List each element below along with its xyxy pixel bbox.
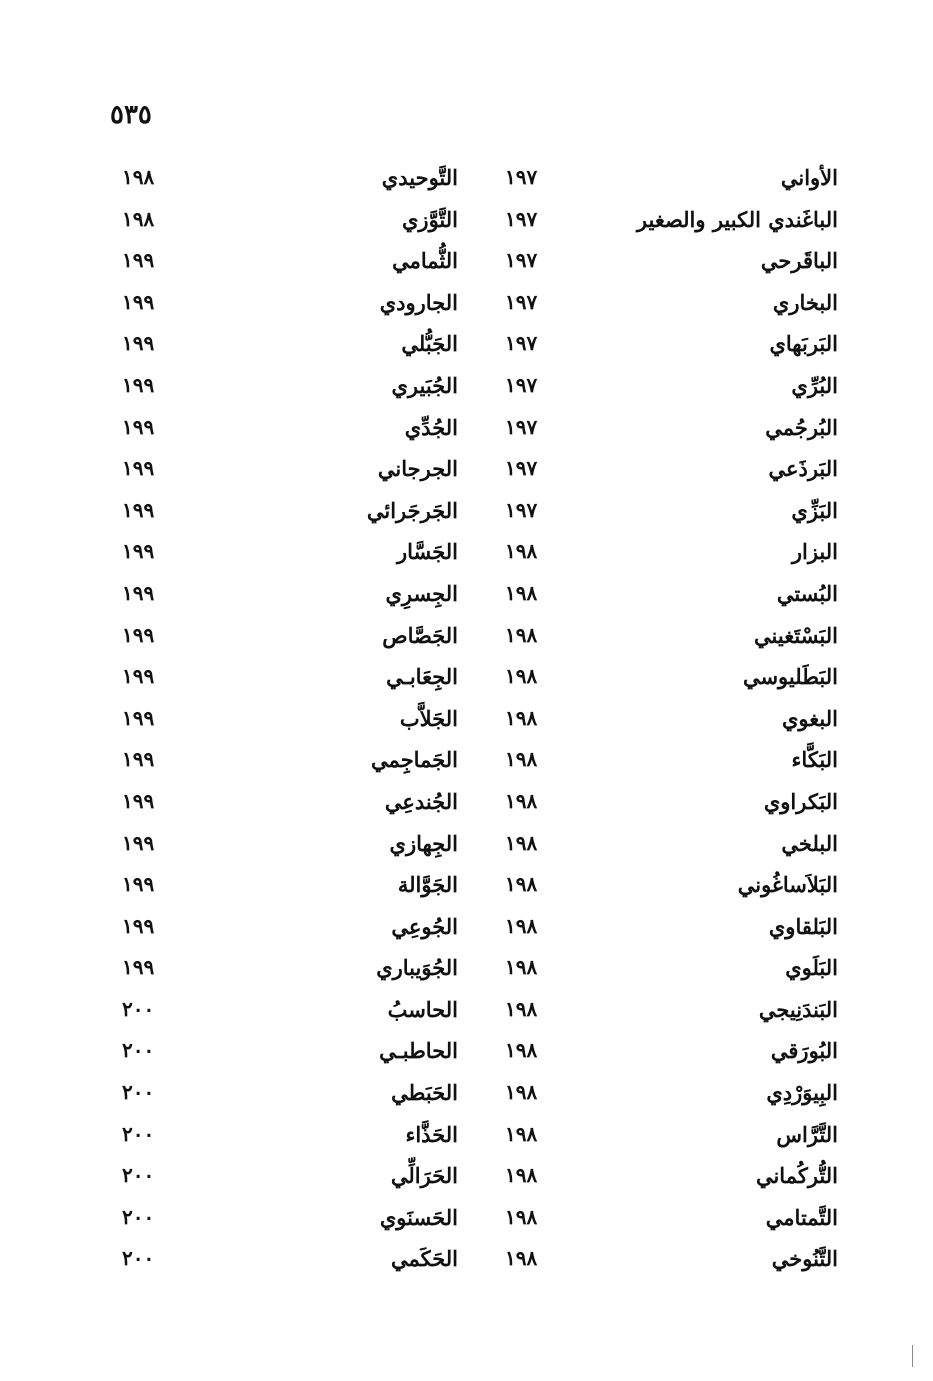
index-row xyxy=(0,1238,933,1280)
index-page-primary: ١٩٧ xyxy=(505,497,538,522)
index-name-primary: الباغَندي الكبير والصغير xyxy=(636,206,838,232)
index-page-secondary: ١٩٨ xyxy=(122,165,155,189)
index-page-secondary: ١٩٩ xyxy=(122,497,155,522)
index-row xyxy=(0,947,933,989)
index-page-secondary: ٢٠٠ xyxy=(122,996,155,1021)
index-row xyxy=(0,282,933,324)
index-row xyxy=(0,698,933,740)
index-name-secondary: الحاسبُ xyxy=(387,996,458,1022)
index-page-primary: ١٩٧ xyxy=(505,206,538,231)
index-name-secondary: الحَذَّاء xyxy=(405,1121,458,1147)
index-page-primary: ١٩٨ xyxy=(505,913,538,938)
margin-mark xyxy=(912,1345,913,1367)
index-page-secondary: ٢٠٠ xyxy=(122,1246,155,1271)
index-page-secondary: ١٩٩ xyxy=(122,705,155,730)
index-name-primary: البخاري xyxy=(772,289,838,315)
index-name-secondary: الجَرجَرائي xyxy=(366,497,458,523)
index-name-primary: التَّرَّاس xyxy=(776,1121,838,1147)
index-row xyxy=(0,323,933,365)
index-page-primary: ١٩٧ xyxy=(505,372,538,397)
index-name-primary: البُرِّي xyxy=(791,372,838,398)
index-name-primary: البلخي xyxy=(781,830,838,856)
index-name-secondary: الجارودي xyxy=(379,289,458,315)
index-row xyxy=(0,157,933,199)
index-row xyxy=(0,240,933,282)
index-page-secondary: ١٩٩ xyxy=(122,872,155,897)
index-page-primary: ١٩٨ xyxy=(505,1204,538,1229)
index-row xyxy=(0,864,933,906)
index-row xyxy=(0,531,933,573)
index-name-primary: التَّنُوخي xyxy=(771,1246,838,1272)
index-name-primary: البَندَنِيجي xyxy=(758,996,838,1022)
page-number: ٥٣٥ xyxy=(110,100,152,130)
index-name-secondary: الحَسنَوي xyxy=(379,1204,458,1230)
index-page-secondary: ٢٠٠ xyxy=(122,1080,155,1105)
index-page-primary: ١٩٧ xyxy=(505,165,538,189)
index-name-primary: البَطَليوسي xyxy=(742,664,838,690)
index-page-secondary: ١٩٩ xyxy=(122,248,155,273)
index-page-primary: ١٩٨ xyxy=(505,705,538,730)
index-name-primary: البَسْتَغيني xyxy=(754,622,838,648)
index-name-secondary: الجَماجِمي xyxy=(371,747,458,773)
index-page-secondary: ١٩٩ xyxy=(122,830,155,855)
index-page-secondary: ١٩٩ xyxy=(122,664,155,689)
index-row xyxy=(0,1197,933,1239)
index-row xyxy=(0,1155,933,1197)
index-name-secondary: الحَبَطي xyxy=(391,1080,458,1106)
index-page-secondary: ١٩٩ xyxy=(122,955,155,980)
index-page-primary: ١٩٨ xyxy=(505,955,538,980)
index-name-secondary: الحاطبـي xyxy=(379,1038,458,1064)
index-name-secondary: الجرجاني xyxy=(377,456,458,482)
index-page-secondary: ١٩٨ xyxy=(122,206,155,231)
index-name-primary: البَكَّاء xyxy=(791,747,838,773)
index-list xyxy=(0,157,933,1280)
index-page-secondary: ١٩٩ xyxy=(122,539,155,564)
index-name-primary: البَزِّي xyxy=(791,497,838,523)
index-page-primary: ١٩٨ xyxy=(505,622,538,647)
index-page-secondary: ١٩٩ xyxy=(122,372,155,397)
index-page-primary: ١٩٨ xyxy=(505,996,538,1021)
index-page-secondary: ١٩٩ xyxy=(122,622,155,647)
index-name-primary: البَلقاوي xyxy=(768,913,838,939)
index-page-primary: ١٩٨ xyxy=(505,747,538,772)
index-name-primary: البُورَقي xyxy=(770,1038,838,1064)
index-row xyxy=(0,1114,933,1156)
index-name-secondary: الجِسرِي xyxy=(385,580,458,606)
index-page-primary: ١٩٧ xyxy=(505,331,538,356)
index-page-secondary: ٢٠٠ xyxy=(122,1121,155,1146)
index-name-primary: البغوي xyxy=(782,705,838,731)
index-name-secondary: التَّوَّزي xyxy=(402,206,458,232)
index-name-secondary: الجَلاَّب xyxy=(399,705,458,731)
index-page-secondary: ١٩٩ xyxy=(122,580,155,605)
index-page-primary: ١٩٧ xyxy=(505,289,538,314)
index-page-primary: ١٩٨ xyxy=(505,1080,538,1105)
index-name-primary: البِيوَرْدِي xyxy=(766,1080,838,1106)
index-row xyxy=(0,448,933,490)
index-name-primary: البزار xyxy=(791,539,838,565)
index-name-secondary: الحَرَالِّي xyxy=(390,1163,458,1189)
index-page-primary: ١٩٨ xyxy=(505,788,538,813)
index-name-primary: البَكراوي xyxy=(763,788,838,814)
index-name-secondary: الجَبُّلي xyxy=(401,331,458,357)
index-row xyxy=(0,781,933,823)
index-row xyxy=(0,906,933,948)
index-page-secondary: ٢٠٠ xyxy=(122,1163,155,1188)
index-name-primary: البُستي xyxy=(776,580,838,606)
index-page-secondary: ١٩٩ xyxy=(122,788,155,813)
index-page-primary: ١٩٨ xyxy=(505,580,538,605)
index-name-secondary: التَّوحيدي xyxy=(381,165,458,190)
index-row xyxy=(0,365,933,407)
index-page-primary: ١٩٨ xyxy=(505,664,538,689)
index-page-primary: ١٩٧ xyxy=(505,456,538,481)
index-row xyxy=(0,407,933,449)
index-name-primary: البَرذَعي xyxy=(768,456,838,482)
index-page-secondary: ١٩٩ xyxy=(122,414,155,439)
index-name-primary: التَّمتامي xyxy=(765,1204,838,1230)
index-row xyxy=(0,199,933,241)
index-page-secondary: ١٩٩ xyxy=(122,913,155,938)
index-name-secondary: الجِعَابـي xyxy=(386,664,458,690)
index-page-primary: ١٩٨ xyxy=(505,1246,538,1271)
index-name-primary: البَلاَساغُوني xyxy=(737,872,838,898)
index-row xyxy=(0,490,933,532)
index-page-primary: ١٩٧ xyxy=(505,414,538,439)
index-name-primary: البُرجُمي xyxy=(765,414,838,440)
index-row xyxy=(0,823,933,865)
index-row xyxy=(0,573,933,615)
index-name-primary: البَلَوي xyxy=(785,955,838,981)
index-row xyxy=(0,656,933,698)
index-page-primary: ١٩٨ xyxy=(505,1121,538,1146)
index-page-secondary: ٢٠٠ xyxy=(122,1204,155,1229)
index-name-secondary: الجُبَيري xyxy=(391,372,458,398)
index-name-secondary: الجُندعِي xyxy=(384,788,458,814)
index-page-primary: ١٩٧ xyxy=(505,248,538,273)
index-name-secondary: الجُوَيباري xyxy=(376,955,458,981)
index-page-primary: ١٩٨ xyxy=(505,830,538,855)
index-page-secondary: ١٩٩ xyxy=(122,289,155,314)
index-name-secondary: الثُّمامي xyxy=(392,248,458,274)
index-name-primary: البَربَهاي xyxy=(769,331,838,357)
index-row xyxy=(0,989,933,1031)
index-row xyxy=(0,1030,933,1072)
index-name-primary: الأواني xyxy=(780,165,838,190)
index-name-primary: التُّركُماني xyxy=(755,1163,838,1189)
index-page-secondary: ١٩٩ xyxy=(122,456,155,481)
index-name-secondary: الجَوَّالة xyxy=(397,872,458,898)
index-page-primary: ١٩٨ xyxy=(505,1038,538,1063)
index-row xyxy=(0,615,933,657)
index-name-secondary: الجُدِّي xyxy=(404,414,458,440)
index-page-primary: ١٩٨ xyxy=(505,872,538,897)
index-name-secondary: الجَسَّار xyxy=(396,539,458,565)
index-name-secondary: الجُوعِي xyxy=(391,913,458,939)
index-page-secondary: ١٩٩ xyxy=(122,331,155,356)
index-page-secondary: ٢٠٠ xyxy=(122,1038,155,1063)
index-name-secondary: الجِهازي xyxy=(389,830,458,856)
index-name-primary: الباقَرحي xyxy=(760,248,838,274)
index-page-secondary: ١٩٩ xyxy=(122,747,155,772)
index-name-secondary: الجَصَّاص xyxy=(382,622,458,648)
index-name-secondary: الحَكَمي xyxy=(390,1246,458,1272)
index-page-primary: ١٩٨ xyxy=(505,539,538,564)
index-page-primary: ١٩٨ xyxy=(505,1163,538,1188)
index-row xyxy=(0,739,933,781)
index-row xyxy=(0,1072,933,1114)
